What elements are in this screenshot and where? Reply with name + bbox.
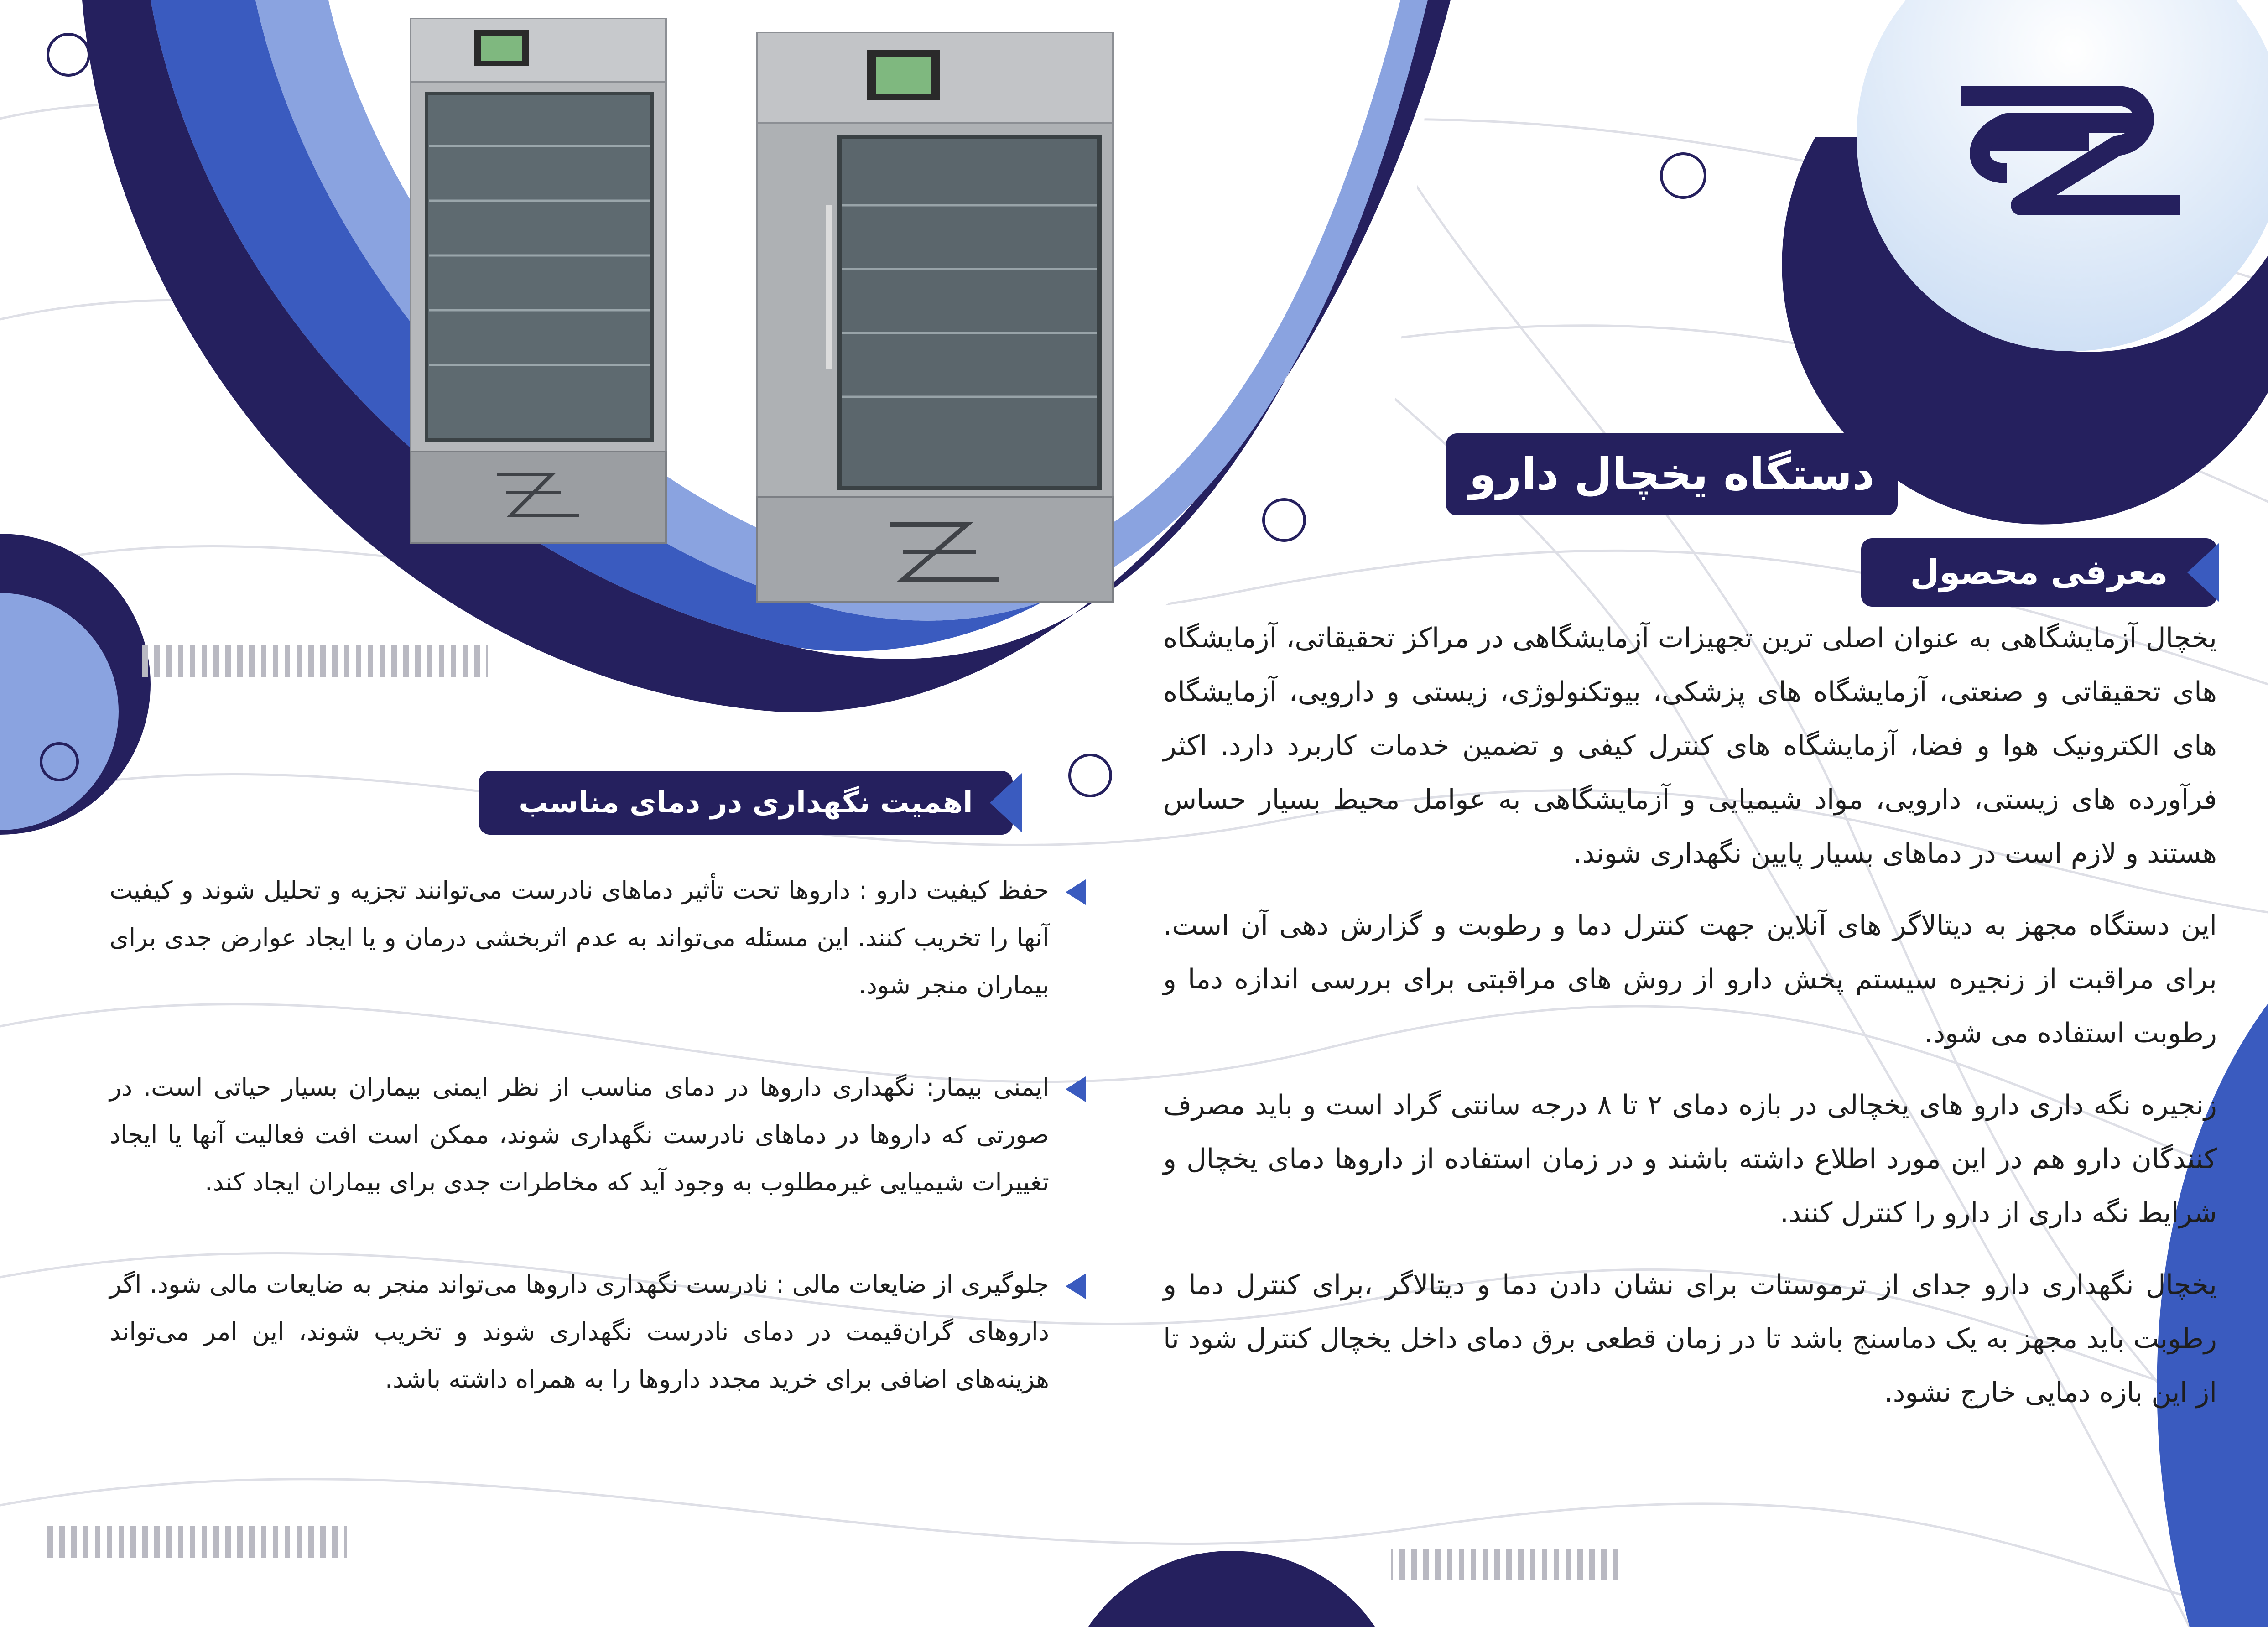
intro-paragraph: یخچال نگهداری دارو جدای از ترموستات برای نشان دادن دما و دیتالاگر ،برای کنترل دما و رطوبت باید مجهز به یک دماسنج باشد تا در زمان قطعی برق دمای داخل یخچال کنترل شود تا از این بازه دمایی خارج نشود.: [1163, 1269, 2217, 1409]
section-label-text: معرفی محصول: [1910, 553, 2168, 592]
list-item: [109, 867, 1049, 1009]
list-item-title: جلوگیری از ضایعات مالی :: [776, 1270, 1049, 1299]
intro-paragraph: یخچال آزمایشگاهی به عنوان اصلی ترین تجهیزات آزمایشگاهی در مراکز تحقیقاتی، آزمایشگاه های تحقیقاتی و صنعتی، آزمایشگاه های پزشکی، بیوتکنولوژی، زیستی و دارویی، آزمایشگاه های الکترونیک هوا و فضا، آزمایشگاه های کنترل کیفی و تضمین خدمات کاربرد دارد. اکثر فرآورده های زیستی، دارویی، مواد شیمیایی و آزمایشگاهی به عوامل محیط بسیار حساس هستند و لازم است در دماهای بسیار پایین نگهداری شوند.: [1163, 622, 2217, 869]
page-title-text: دستگاه یخچال دارو: [1469, 449, 1875, 500]
bullet-triangle-icon: [1066, 1274, 1086, 1299]
list-item-text: داروها تحت تأثیر دماهای نادرست می‌توانند تجزیه و تحلیل شوند و کیفیت آنها را تخریب کنند. این مسئله می‌تواند به عدم اثربخشی درمان و یا ایجاد عوارض جدی برای بیماران منجر شود.: [109, 876, 1049, 999]
page-title: [1446, 433, 1898, 515]
list-item-title: حفظ کیفیت دارو :: [859, 876, 1049, 904]
list-item-text: نگهداری داروها در دمای مناسب از نظر ایمنی بیماران بسیار حیاتی است. در صورتی که داروها در دماهای نادرست نگهداری شوند، ممکن است افت فعالیت آنها یا ایجاد تغییرات شیمیایی غیرمطلوب به وجود آید که مخاطرات جدی برای بیماران ایجاد کند.: [109, 1073, 1049, 1196]
bullet-triangle-icon: [1066, 1076, 1086, 1102]
intro-text-column: [1163, 611, 2217, 1438]
list-item-text: نادرست نگهداری داروها می‌تواند منجر به ضایعات مالی شود. اگر داروهای گران‌قیمت در دمای نادرست نگهداری شوند و تخریب شوند، این امر می‌تواند هزینه‌های اضافی برای خرید مجدد داروها را به همراه داشته باشد.: [109, 1270, 1049, 1393]
logo-mark: [1952, 55, 2190, 228]
fridge-image-small: [401, 18, 675, 556]
stripe-pattern: [141, 645, 488, 677]
list-item: [109, 1064, 1049, 1206]
bullet-triangle-icon: [1066, 879, 1086, 905]
list-item: [109, 1261, 1049, 1403]
intro-paragraph: این دستگاه مجهز به دیتالاگر های آنلاین جهت کنترل دما و رطوبت و گزارش دهی آن است. برای مراقبت از زنجیره سیستم پخش دارو از روش های مراقبتی برای بررسی اندازه دما و رطوبت استفاده می شود.: [1163, 910, 2217, 1049]
importance-heading-text: اهمیت نگهداری در دمای مناسب: [519, 786, 973, 820]
fridge-image-large: [748, 32, 1122, 611]
arrow-triangle-icon: [2187, 543, 2219, 602]
arrow-triangle-icon: [990, 773, 1022, 832]
intro-paragraph: زنجیره نگه داری دارو های یخچالی در بازه دمای ۲ تا ۸ درجه سانتی گراد است و باید مصرف کنندگان دارو هم در این مورد اطلاع داشته باشند و در زمان استفاده از داروها دمای یخچال و شرایط نگه داری از دارو را کنترل کنند.: [1163, 1089, 2217, 1229]
list-item-title: ایمنی بیمار:: [926, 1073, 1049, 1102]
importance-list: [109, 867, 1049, 1458]
importance-heading-pill: [479, 771, 1013, 835]
section-label-pill: [1861, 538, 2217, 607]
